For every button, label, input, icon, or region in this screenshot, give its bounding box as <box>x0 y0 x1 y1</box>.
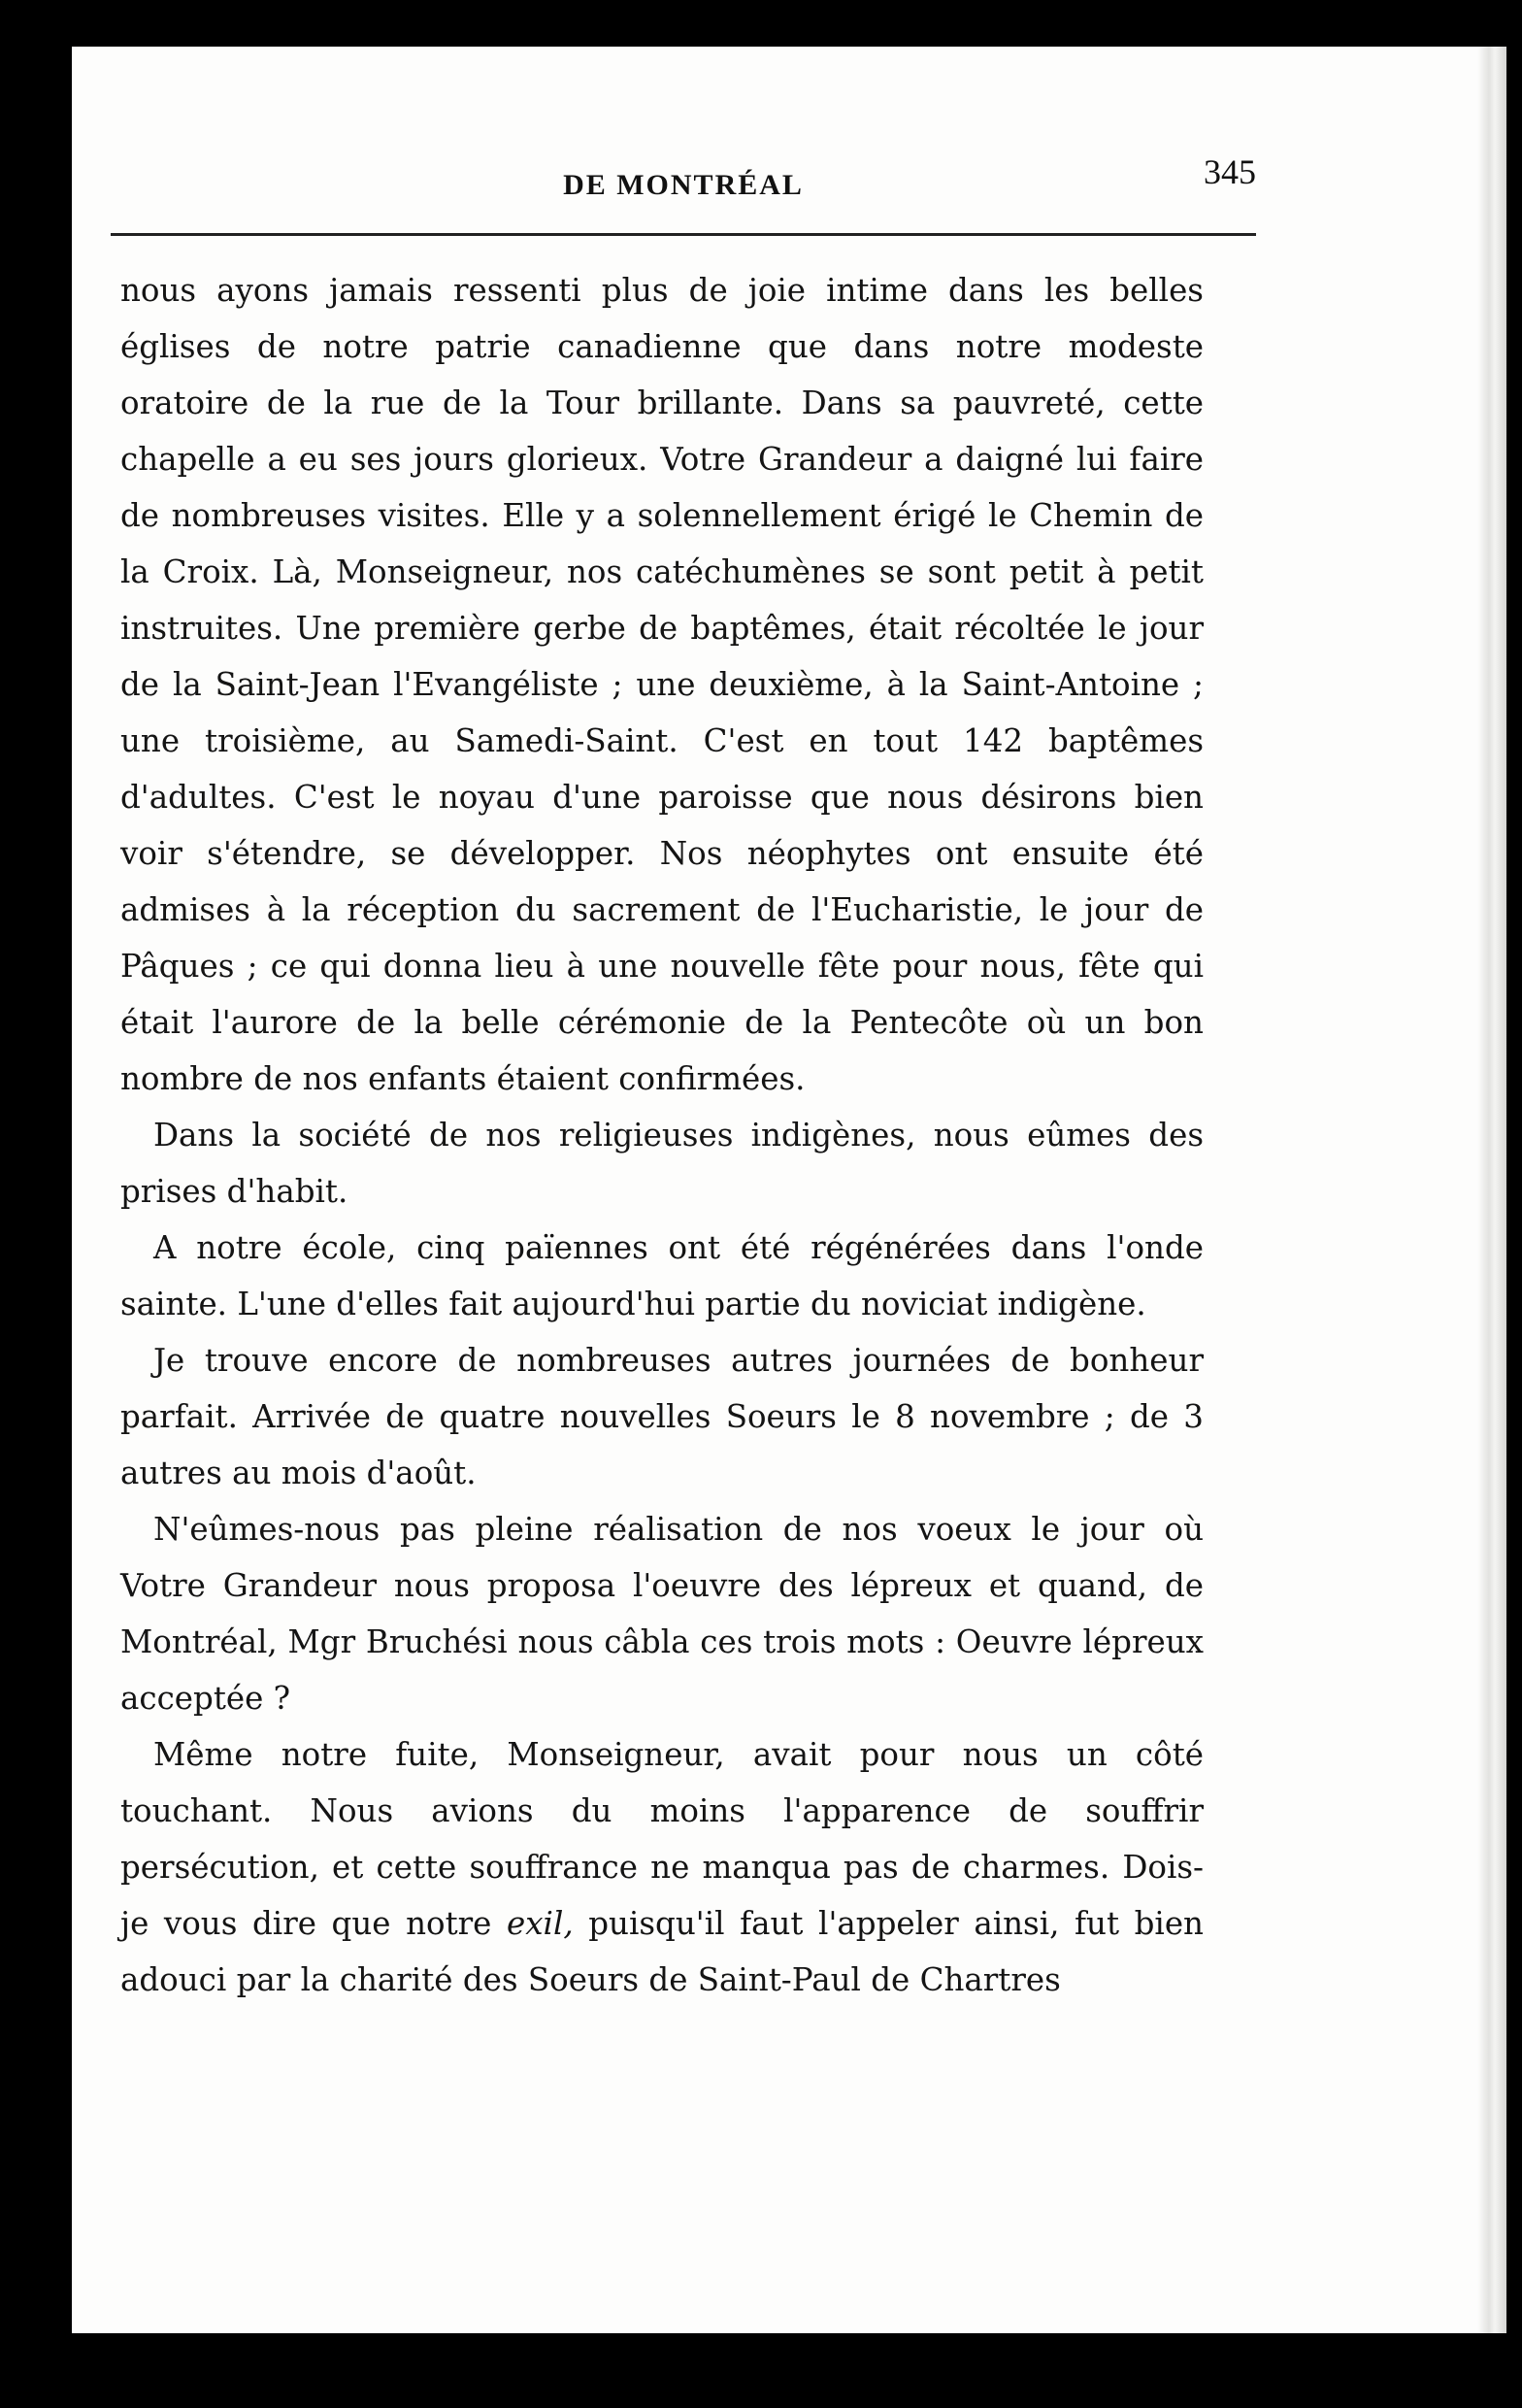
italic-word: exil, <box>506 1905 574 1942</box>
header-rule <box>111 233 1256 236</box>
page-header <box>111 109 1256 201</box>
paragraph-6-end: puisqu'il faut l'appeler ainsi, fut bien adouci par la charité des Soeurs de Saint-Paul de Chartres <box>120 1905 1204 1998</box>
page-number: 345 <box>1204 152 1256 191</box>
paragraph-3: A notre école, cinq païennes ont été régénérées dans l'onde sainte. L'une d'elles fait aujourd'hui partie du noviciat indigène. <box>120 1229 1204 1322</box>
paragraph-6-start: Même notre fuite, Monseigneur, avait pour nous un côté touchant. Nous avions du moins l'apparence de souffrir persécution, et cette souffrance ne manqua pas de charmes. Dois-je vous dire que notre <box>120 1736 1204 1942</box>
page-edge <box>1477 47 1506 2333</box>
body-text <box>120 262 1204 2008</box>
running-head: DE MONTRÉAL <box>563 169 804 201</box>
paragraph-6 <box>120 1726 1204 2008</box>
paragraph-2: Dans la société de nos religieuses indigènes, nous eûmes des prises d'habit. <box>120 1117 1204 1210</box>
paragraph-5: N'eûmes-nous pas pleine réalisation de nos voeux le jour où Votre Grandeur nous proposa l'oeuvre des lépreux et quand, de Montréal, Mgr Bruchési nous câbla ces trois mots : Oeuvre lépreux acceptée ? <box>120 1511 1204 1717</box>
paragraph-4: Je trouve encore de nombreuses autres journées de bonheur parfait. Arrivée de quatre nouvelles Soeurs le 8 novembre ; de 3 autres au mois d'août. <box>120 1342 1204 1491</box>
paragraph-1: nous ayons jamais ressenti plus de joie intime dans les belles églises de notre patrie canadienne que dans notre modeste oratoire de la rue de la Tour brillante. Dans sa pauvreté, cette chapelle a eu ses jours glorieux. Votre Grandeur a daigné lui faire de nombreuses visites. Elle y a solennellement érigé le Chemin de la Croix. Là, Monseigneur, nos catéchumènes se sont petit à petit instruites. Une première gerbe de baptêmes, était récoltée le jour de la Saint-Jean l'Evangéliste ; une deuxième, à la Saint-Antoine ; une troisième, au Samedi-Saint. C'est en tout 142 baptêmes d'adultes. C'est le noyau d'une paroisse que nous désirons bien voir s'étendre, se développer. Nos néophytes ont ensuite été admises à la réception du sacrement de l'Eucharistie, le jour de Pâques ; ce qui donna lieu à une nouvelle fête pour nous, fête qui était l'aurore de la belle cérémonie de la Pentecôte où un bon nombre de nos enfants étaient confirmées. <box>120 272 1204 1097</box>
